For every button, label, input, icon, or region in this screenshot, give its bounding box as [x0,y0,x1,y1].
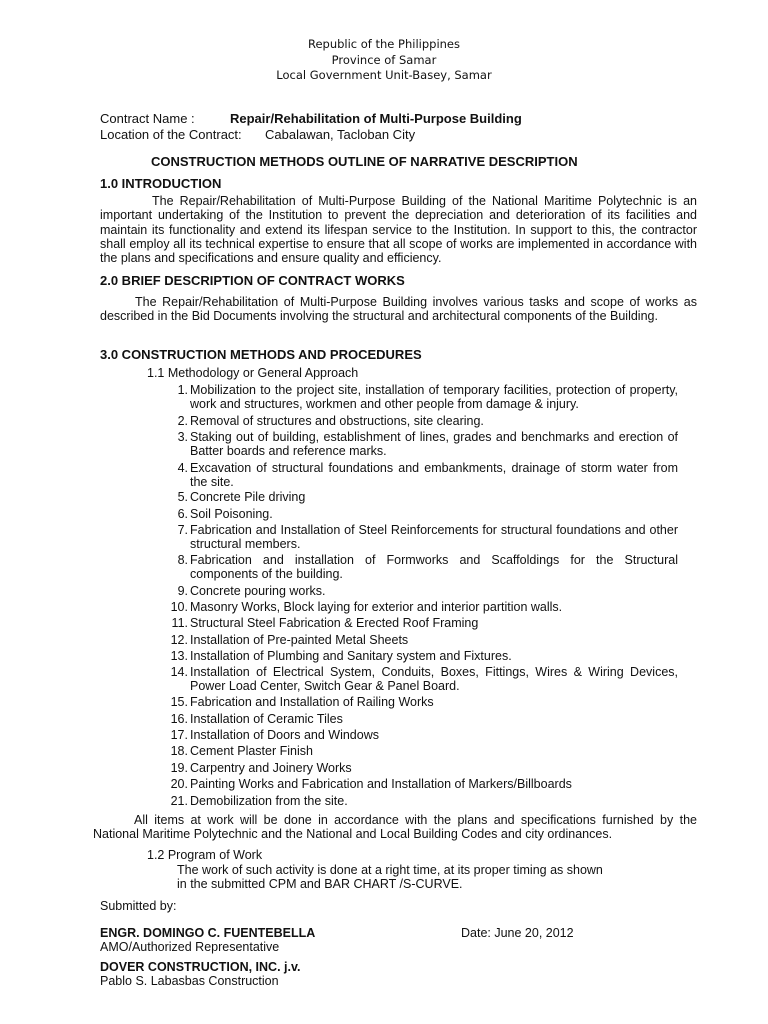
partner-company: Pablo S. Labasbas Construction [100,974,279,988]
list-item-text: Installation of Electrical System, Conduits, Boxes, Fittings, Wires & Wiring Devices, Power Load Center, Switch Gear & Panel Board. [190,665,678,694]
contract-name-value: Repair/Rehabilitation of Multi-Purpose Building [230,111,522,126]
list-item-number: 1. [177,383,188,397]
list-item-number: 3. [177,430,188,444]
program-line-2: in the submitted CPM and BAR CHART /S-CURVE. [177,877,463,891]
signatory-role: AMO/Authorized Representative [100,940,280,954]
submitted-by-label: Submitted by: [100,899,177,913]
list-item-text: Painting Works and Fabrication and Installation of Markers/Billboards [190,777,572,791]
list-item-number: 11. [171,616,188,630]
list-item-number: 21. [170,794,188,808]
list-item-number: 19. [170,761,188,775]
submission-date: Date: June 20, 2012 [461,926,574,940]
list-item-number: 7. [177,523,188,537]
list-item-number: 9. [177,584,188,598]
list-item [168,584,678,599]
list-item-number: 20. [170,777,188,791]
list-item [168,695,678,710]
list-item [168,777,678,792]
list-item-text: Mobilization to the project site, installation of temporary facilities, protection of property, work and structures, workmen and other people from damage & injury. [190,383,678,412]
list-item [168,383,678,413]
list-item [168,507,678,522]
list-item-text: Removal of structures and obstructions, site clearing. [190,414,484,428]
list-item-text: Concrete pouring works. [190,584,326,598]
list-item-number: 16. [170,712,188,726]
list-item-number: 17. [170,728,188,742]
brief-heading: 2.0 BRIEF DESCRIPTION OF CONTRACT WORKS [100,273,405,288]
list-item-text: Installation of Doors and Windows [190,728,379,742]
list-item [168,761,678,776]
list-item-number: 4. [177,461,188,475]
methods-heading: 3.0 CONSTRUCTION METHODS AND PROCEDURES [100,347,422,362]
brief-paragraph: The Repair/Rehabilitation of Multi-Purpose Building involves various tasks and scope of works as described in the Bid Documents involving the structural and architectural components of the Building. [100,295,697,324]
list-item [168,553,678,583]
list-item-text: Installation of Pre-painted Metal Sheets [190,633,409,647]
compliance-paragraph: All items at work will be done in accordance with the plans and specifications furnished by the National Maritime Polytechnic and the National and Local Building Codes and city ordinances. [93,813,697,842]
list-item [168,461,678,491]
list-item [168,633,678,648]
header-province: Province of Samar [331,53,437,67]
list-item [168,616,678,631]
list-item [168,712,678,727]
list-item-number: 14. [170,665,188,679]
list-item-text: Soil Poisoning. [190,507,273,521]
contract-location-value: Cabalawan, Tacloban City [265,127,416,142]
list-item-number: 6. [177,507,188,521]
list-item-text: Structural Steel Fabrication & Erected Roof Framing [190,616,479,630]
list-item-number: 10. [170,600,188,614]
list-item [168,430,678,460]
header-lgu: Local Government Unit-Basey, Samar [276,68,492,82]
subsection-program: 1.2 Program of Work [147,848,263,862]
list-item-text: Staking out of building, establishment of lines, grades and benchmarks and erection of Batter boards and reference marks. [190,430,678,459]
list-item-text: Concrete Pile driving [190,490,306,504]
intro-heading: 1.0 INTRODUCTION [100,176,222,191]
list-item-text: Fabrication and Installation of Railing Works [190,695,434,709]
list-item-number: 2. [177,414,188,428]
list-item-text: Excavation of structural foundations and embankments, drainage of storm water from the site. [190,461,678,490]
list-item-text: Installation of Ceramic Tiles [190,712,343,726]
list-item-text: Demobilization from the site. [190,794,348,808]
list-item [168,728,678,743]
signatory-name: ENGR. DOMINGO C. FUENTEBELLA [100,926,316,940]
list-item-text: Installation of Plumbing and Sanitary system and Fixtures. [190,649,512,663]
list-item-text: Fabrication and Installation of Steel Reinforcements for structural foundations and other structural members. [190,523,678,552]
list-item-number: 8. [177,553,188,567]
list-item-number: 12. [170,633,188,647]
list-item-number: 15. [170,695,188,709]
list-item [168,794,678,809]
contract-name-label: Contract Name : [100,111,195,126]
list-item [168,744,678,759]
list-item [168,490,678,505]
company-name: DOVER CONSTRUCTION, INC. j.v. [100,960,301,974]
list-item [168,600,678,615]
contract-location-label: Location of the Contract: [100,127,242,142]
program-line-1: The work of such activity is done at a right time, at its proper timing as shown [177,863,603,877]
list-item [168,649,678,664]
list-item-number: 18. [170,744,188,758]
list-item-number: 5. [177,490,188,504]
intro-paragraph: The Repair/Rehabilitation of Multi-Purpose Building of the National Maritime Polytechnic is an important undertaking of the Institution to prevent the depreciation and deterioration of its facilities and maintain its functionality and extend its lifespan service to the Institution. In support to this, the contractor shall employ all its technical expertise to ensure that all scope of works are implemented in accordance with the plans and specifications and ensure quality and efficiency. [100,194,697,266]
list-item [168,665,678,695]
document-title: CONSTRUCTION METHODS OUTLINE OF NARRATIVE DESCRIPTION [151,154,578,169]
header-republic: Republic of the Philippines [307,37,461,51]
list-item-text: Fabrication and installation of Formworks and Scaffoldings for the Structural components of the building. [190,553,678,582]
list-item [168,523,678,553]
list-item-text: Carpentry and Joinery Works [190,761,352,775]
list-item [168,414,678,429]
list-item-text: Masonry Works, Block laying for exterior and interior partition walls. [190,600,563,614]
subsection-methodology: 1.1 Methodology or General Approach [147,366,359,380]
list-item-text: Cement Plaster Finish [190,744,313,758]
list-item-number: 13. [170,649,188,663]
